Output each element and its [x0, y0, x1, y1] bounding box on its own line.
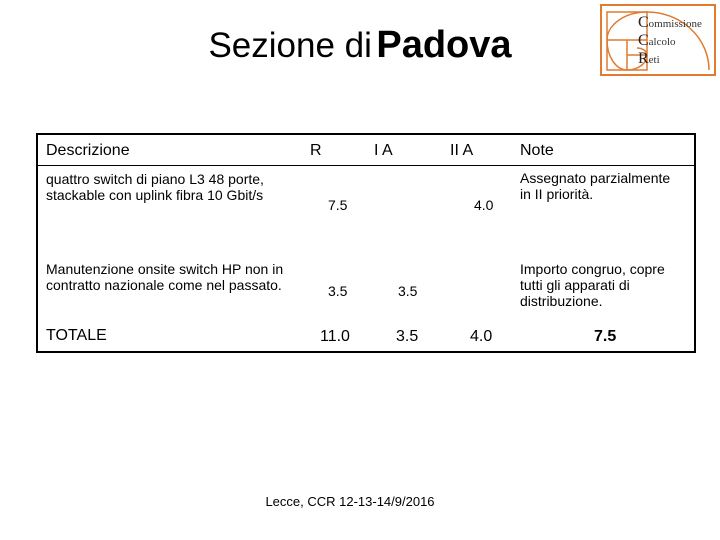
row2-ia: 3.5 — [398, 283, 418, 299]
row1-r: 7.5 — [328, 197, 348, 213]
title-name: Padova — [376, 24, 512, 66]
row2-r: 3.5 — [328, 283, 348, 299]
header-descrizione: Descrizione — [46, 142, 130, 159]
logo-line-3: Reti — [638, 50, 660, 67]
row1-iia: 4.0 — [474, 197, 494, 213]
footer-text: Lecce, CCR 12-13-14/9/2016 — [265, 494, 435, 509]
row1-descrizione: quattro switch di piano L3 48 porte, stackable con uplink fibra 10 Gbit/s — [46, 171, 264, 203]
row2-note: Importo congruo, copre tutti gli apparati di distribuzione. — [520, 261, 665, 309]
total-label: TOTALE — [46, 327, 107, 344]
ccr-logo — [600, 4, 716, 76]
total-iia: 4.0 — [470, 328, 493, 345]
logo-line-1: Commissione — [638, 14, 702, 31]
funding-table — [36, 133, 696, 353]
header-r: R — [310, 142, 322, 159]
total-r: 11.0 — [320, 328, 350, 345]
row2-descrizione: Manutenzione onsite switch HP non in contratto nazionale come nel passato. — [46, 261, 284, 293]
header-iia: II A — [450, 142, 474, 159]
header-note: Note — [520, 142, 554, 159]
title-prefix: Sezione di — [208, 26, 372, 65]
total-note: 7.5 — [594, 328, 617, 345]
total-ia: 3.5 — [396, 328, 419, 345]
header-ia: I A — [374, 142, 393, 159]
row1-note: Assegnato parzialmente in II priorità. — [520, 170, 671, 202]
header-divider — [38, 165, 694, 166]
logo-line-2: Calcolo — [638, 32, 676, 49]
